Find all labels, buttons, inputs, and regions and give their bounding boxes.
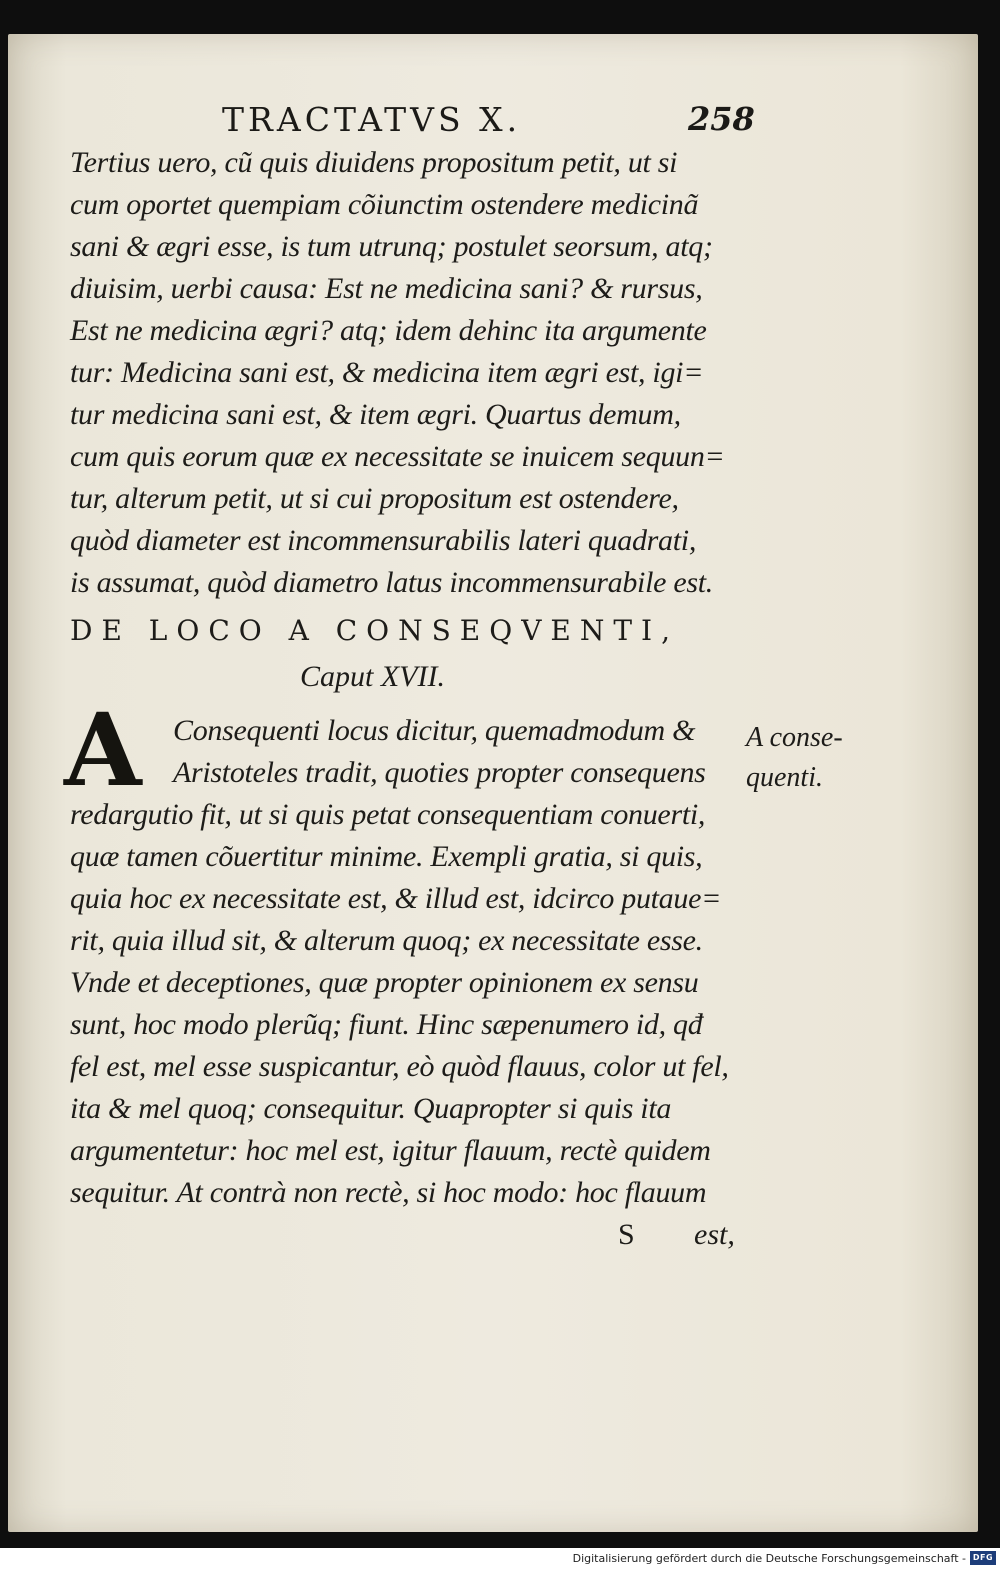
text-line: Consequenti locus dicitur, quemadmodum & — [173, 714, 696, 747]
text-line: sunt, hoc modo plerũq; fiunt. Hinc sæpenumero id, qđ — [70, 1008, 703, 1041]
text-line: cum quis eorum quæ ex necessitate se inuicem sequun= — [70, 440, 725, 473]
footer-bar — [0, 1548, 1000, 1570]
text-line: sequitur. At contrà non rectè, si hoc modo: hoc flauum — [70, 1176, 707, 1209]
margin-note-line: A conse- — [746, 722, 843, 753]
section-heading: DE LOCO A CONSEQVENTI, — [70, 614, 679, 647]
text-line: cum oportet quempiam cõiunctim ostendere medicinã — [70, 188, 699, 221]
text-line: argumentetur: hoc mel est, igitur flauum, rectè quidem — [70, 1134, 711, 1167]
paragraph-with-initial — [64, 691, 770, 1214]
body-text-upper — [70, 142, 770, 604]
chapter-caption: Caput XVII. — [300, 660, 445, 693]
text-line: tur: Medicina sani est, & medicina item ægri est, igi= — [70, 356, 704, 389]
margin-note-line: quenti. — [746, 762, 823, 793]
text-line: fel est, mel esse suspicantur, eò quòd flauus, color ut fel, — [70, 1050, 729, 1083]
signature-catchword-line — [70, 1214, 770, 1256]
text-line: sani & ægri esse, is tum utrunq; postulet seorsum, atq; — [70, 230, 713, 263]
page-header — [0, 100, 1000, 140]
text-line: quòd diameter est incommensurabilis lateri quadrati, — [70, 524, 697, 557]
text-line: redargutio fit, ut si quis petat consequentiam conuerti, — [70, 798, 706, 831]
text-line: Vnde et deceptiones, quæ propter opinionem ex sensu — [70, 966, 699, 999]
text-line: tur, alterum petit, ut si cui propositum est ostendere, — [70, 482, 679, 515]
text-line: Aristoteles tradit, quoties propter consequens — [173, 756, 706, 789]
signature-mark: S — [618, 1218, 635, 1251]
catchword: est, — [694, 1218, 735, 1251]
dfg-logo: DFG — [970, 1551, 996, 1565]
text-block — [64, 142, 770, 1256]
running-title: TRACTATVS X. — [222, 100, 522, 139]
text-line: rit, quia illud sit, & alterum quoq; ex necessitate esse. — [70, 924, 703, 957]
text-line: tur medicina sani est, & item ægri. Quartus demum, — [70, 398, 681, 431]
drop-cap-initial: A — [64, 691, 142, 809]
text-line: ita & mel quoq; consequitur. Quapropter si quis ita — [70, 1092, 672, 1125]
page-number: 258 — [688, 100, 755, 138]
text-line: Tertius uero, cũ quis diuidens propositum petit, ut si — [70, 146, 678, 179]
text-line: quæ tamen cõuertitur minime. Exempli gratia, si quis, — [70, 840, 703, 873]
text-line: is assumat, quòd diametro latus incommensurabile est. — [70, 566, 713, 599]
text-line: diuisim, uerbi causa: Est ne medicina sani? & rursus, — [70, 272, 703, 305]
funding-credit: Digitalisierung gefördert durch die Deutsche Forschungsgemeinschaft - — [572, 1552, 966, 1565]
text-line: Est ne medicina ægri? atq; idem dehinc ita argumente — [70, 314, 707, 347]
margin-note — [746, 718, 866, 798]
text-line: quia hoc ex necessitate est, & illud est, idcirco putaue= — [70, 882, 722, 915]
